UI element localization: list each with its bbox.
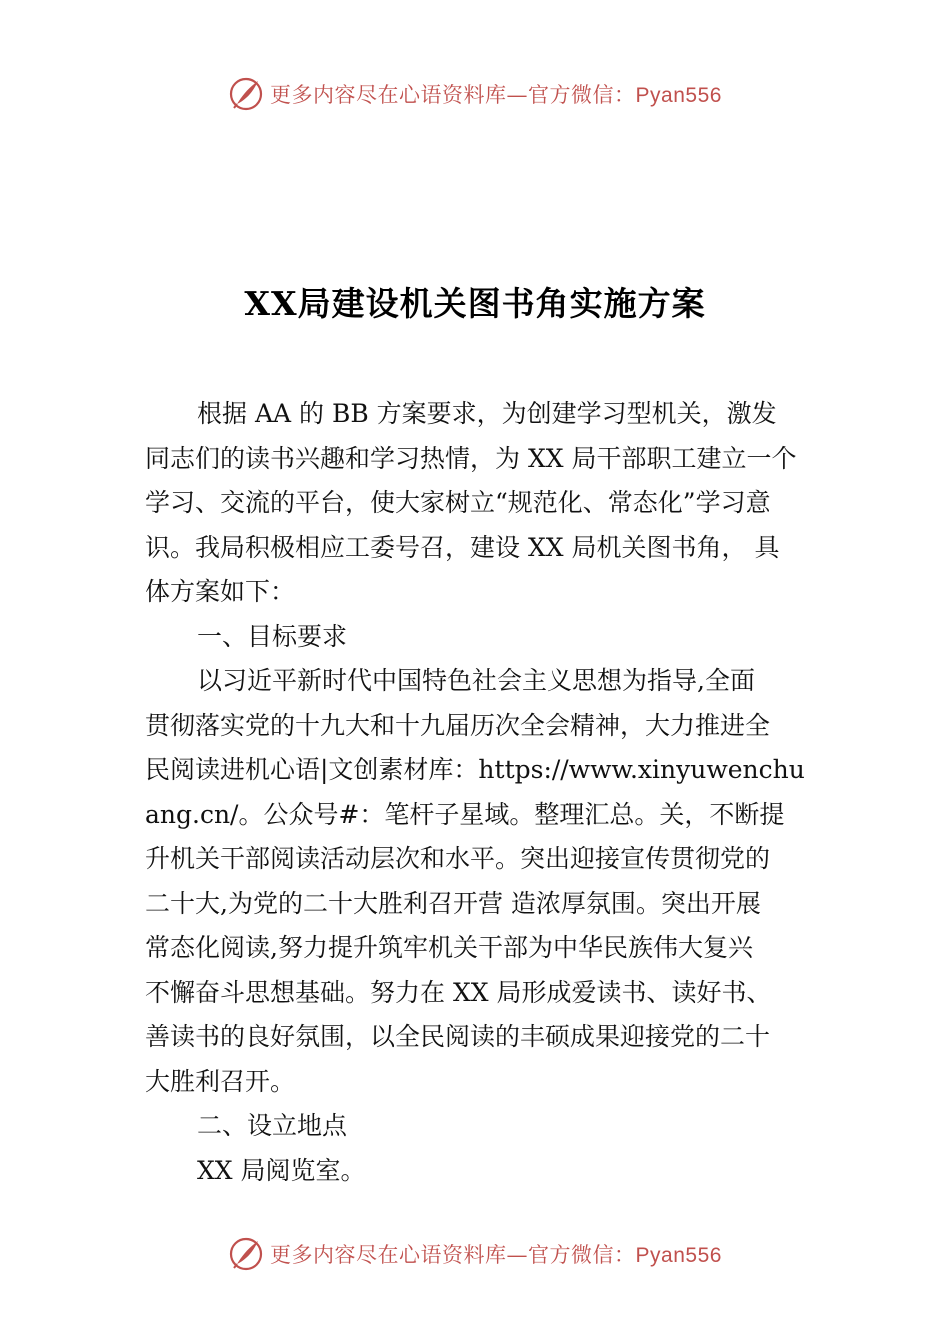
- paragraph-line: 体方案如下：: [145, 577, 296, 606]
- paragraph-line: 贯彻落实党的十九大和十九届历次全会精神，大力推进全: [145, 710, 771, 740]
- paragraph-line: 学习、交流的平台，使大家树立“规范化、常态化”学习意: [145, 488, 771, 517]
- document-title: XX局建设机关图书角实施方案: [244, 284, 706, 323]
- paragraph-line: 识。我局积极相应工委号召，建设 XX 局机关图书角， 具: [145, 532, 780, 562]
- quill-logo-icon: [228, 1236, 264, 1272]
- document-body: [145, 392, 825, 1193]
- paragraph-line: 善读书的良好氛围，以全民阅读的丰硕成果迎接党的二十: [145, 1022, 771, 1051]
- paragraph-line: XX 局阅览室。: [197, 1155, 366, 1185]
- footer-watermark: [0, 1234, 950, 1274]
- paragraph-line: 根据 AA 的 BB 方案要求，为创建学习型机关，激发: [197, 399, 777, 428]
- paragraph-line: 民阅读进机心语|文创素材库：https://www.xinyuwenchu: [145, 755, 805, 784]
- paragraph-line: 常态化阅读,努力提升筑牢机关干部为中华民族伟大复兴: [145, 933, 753, 962]
- paragraph-line: ang.cn/。公众号#：笔杆子星域。整理汇总。关，不断提: [145, 799, 785, 829]
- paragraph-line: 升机关干部阅读活动层次和水平。突出迎接宣传贯彻党的: [145, 844, 771, 873]
- paragraph-line: 不懈奋斗思想基础。努力在 XX 局形成爱读书、读好书、: [145, 977, 772, 1007]
- paragraph-line: 以习近平新时代中国特色社会主义思想为指导,全面: [197, 666, 755, 695]
- section-heading: 二、设立地点: [197, 1111, 348, 1140]
- header-watermark: [0, 74, 950, 114]
- paragraph-line: 同志们的读书兴趣和学习热情，为 XX 局干部职工建立一个: [145, 443, 797, 473]
- watermark-text: 更多内容尽在心语资料库—官方微信：Pyan556: [270, 1243, 722, 1267]
- section-heading: 一、目标要求: [197, 621, 348, 651]
- watermark-text: 更多内容尽在心语资料库—官方微信：Pyan556: [270, 83, 722, 107]
- quill-logo-icon: [228, 76, 264, 112]
- paragraph-line: 二十大,为党的二十大胜利召开营 造浓厚氛围。突出开展: [145, 888, 761, 918]
- paragraph-line: 大胜利召开。: [145, 1066, 296, 1096]
